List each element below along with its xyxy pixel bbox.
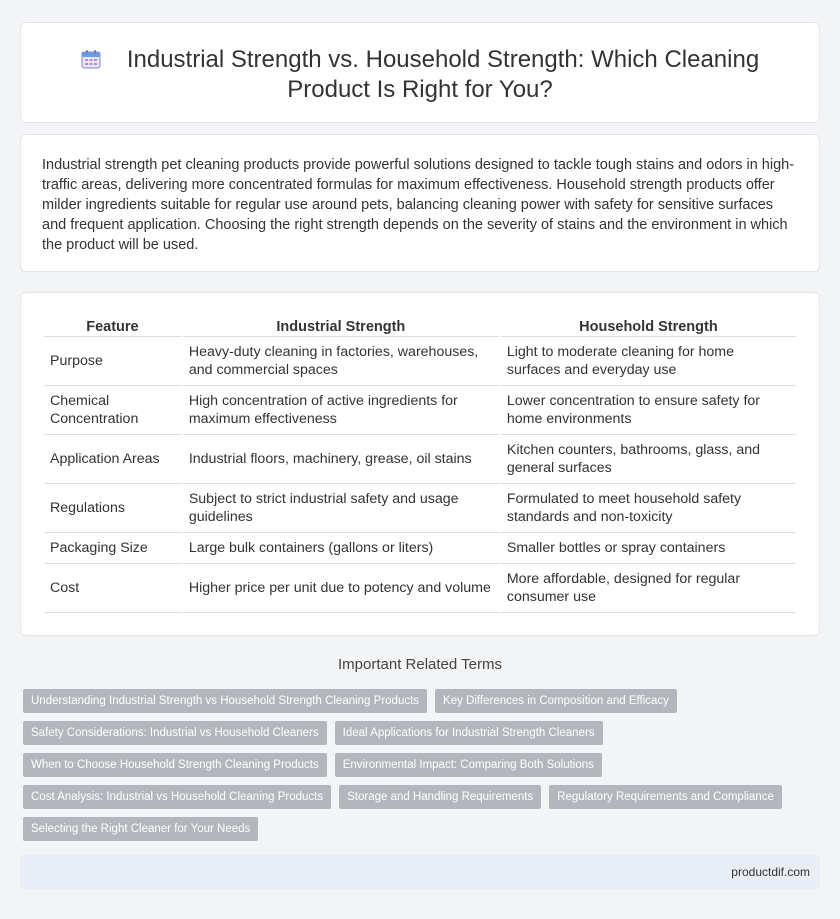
- header-card: [20, 22, 820, 123]
- table-row: [44, 337, 796, 386]
- related-terms-list: [23, 689, 823, 849]
- table-row: [44, 564, 796, 613]
- cell-industrial: Heavy-duty cleaning in factories, warehouses, and commercial spaces: [183, 337, 499, 386]
- related-term-tag[interactable]: Regulatory Requirements and Compliance: [549, 785, 782, 809]
- comparison-table: [42, 315, 798, 613]
- cell-industrial: Higher price per unit due to potency and volume: [183, 564, 499, 613]
- footer-site-link[interactable]: productdif.com: [731, 865, 810, 879]
- related-term-tag[interactable]: Understanding Industrial Strength vs Household Strength Cleaning Products: [23, 689, 427, 713]
- cell-household: Formulated to meet household safety standards and non-toxicity: [501, 484, 796, 533]
- cell-feature: Chemical Concentration: [44, 386, 181, 435]
- header-industrial: Industrial Strength: [183, 315, 499, 337]
- cell-industrial: Subject to strict industrial safety and usage guidelines: [183, 484, 499, 533]
- cell-feature: Cost: [44, 564, 181, 613]
- related-term-tag[interactable]: Storage and Handling Requirements: [339, 785, 541, 809]
- cell-feature: Packaging Size: [44, 533, 181, 564]
- related-terms-title: Important Related Terms: [338, 656, 502, 673]
- header-feature: Feature: [44, 315, 181, 337]
- related-term-tag[interactable]: Key Differences in Composition and Efficacy: [435, 689, 677, 713]
- table-row: [44, 435, 796, 484]
- cell-industrial: Large bulk containers (gallons or liters): [183, 533, 499, 564]
- table-header-row: [44, 315, 796, 337]
- cell-household: Smaller bottles or spray containers: [501, 533, 796, 564]
- header-household: Household Strength: [501, 315, 796, 337]
- related-term-tag[interactable]: When to Choose Household Strength Cleaning Products: [23, 753, 327, 777]
- page-title: Industrial Strength vs. Household Strength: Which Cleaning Product Is Right for You?: [126, 46, 760, 103]
- cell-household: Light to moderate cleaning for home surfaces and everyday use: [501, 337, 796, 386]
- cell-industrial: Industrial floors, machinery, grease, oil stains: [183, 435, 499, 484]
- cell-household: More affordable, designed for regular consumer use: [501, 564, 796, 613]
- table-row: [44, 386, 796, 435]
- related-term-tag[interactable]: Cost Analysis: Industrial vs Household Cleaning Products: [23, 785, 331, 809]
- page-title-wrap: [21, 45, 819, 105]
- comparison-table-card: [20, 292, 820, 636]
- footer: [20, 855, 820, 889]
- cell-feature: Regulations: [44, 484, 181, 533]
- related-term-tag[interactable]: Ideal Applications for Industrial Strength Cleaners: [335, 721, 603, 745]
- related-term-tag[interactable]: Safety Considerations: Industrial vs Household Cleaners: [23, 721, 327, 745]
- cell-household: Kitchen counters, bathrooms, glass, and general surfaces: [501, 435, 796, 484]
- intro-card: [20, 134, 820, 272]
- intro-paragraph: Industrial strength pet cleaning products provide powerful solutions designed to tackle tough stains and odors in high-traffic areas, delivering more concentrated formulas for maximum effectiveness. Household strength products offer milder ingredients suitable for regular use around pets, balancing cleaning power with safety for sensitive surfaces and frequent application. Choosing the right strength depends on the severity of stains and the environment in which the product will be used.: [42, 157, 795, 253]
- cell-household: Lower concentration to ensure safety for home environments: [501, 386, 796, 435]
- calendar-icon: [81, 49, 101, 69]
- cell-feature: Application Areas: [44, 435, 181, 484]
- cell-feature: Purpose: [44, 337, 181, 386]
- related-term-tag[interactable]: Environmental Impact: Comparing Both Solutions: [335, 753, 602, 777]
- cell-industrial: High concentration of active ingredients for maximum effectiveness: [183, 386, 499, 435]
- table-row: [44, 484, 796, 533]
- related-term-tag[interactable]: Selecting the Right Cleaner for Your Needs: [23, 817, 258, 841]
- table-row: [44, 533, 796, 564]
